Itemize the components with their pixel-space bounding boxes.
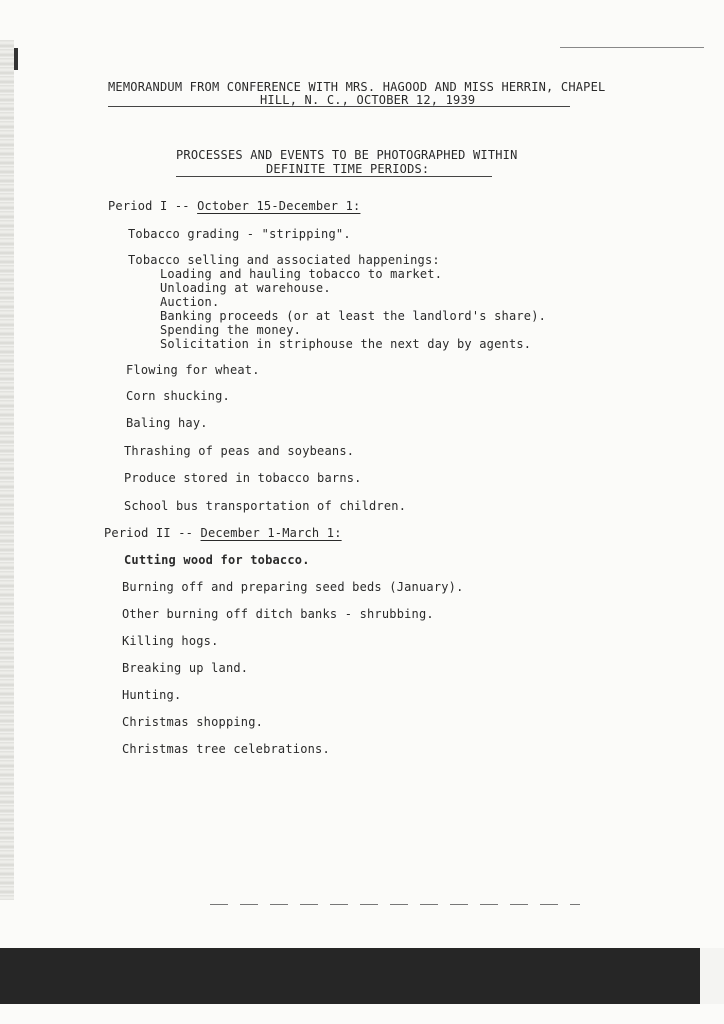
period1-subitem: Auction. — [160, 295, 220, 309]
period2-item: Cutting wood for tobacco. — [124, 553, 310, 567]
period2-item: Breaking up land. — [122, 661, 249, 675]
scan-bottom-edge — [700, 948, 724, 1004]
period2-item: Christmas tree celebrations. — [122, 742, 330, 756]
period2-item: Hunting. — [122, 688, 182, 702]
period2-item: Killing hogs. — [122, 634, 219, 648]
period1-subitem: Solicitation in striphouse the next day by agents. — [160, 337, 532, 351]
period1-item: Tobacco selling and associated happenings: — [128, 253, 440, 267]
period1-range: October 15-December 1: — [197, 199, 361, 213]
section-heading-rule — [176, 176, 492, 177]
period1-item: Corn shucking. — [126, 389, 230, 403]
memo-title-line1: MEMORANDUM FROM CONFERENCE WITH MRS. HAGOOD AND MISS HERRIN, CHAPEL — [108, 80, 606, 94]
period1-item: Baling hay. — [126, 416, 208, 430]
scan-mark — [14, 48, 18, 70]
section-heading-line2: DEFINITE TIME PERIODS: — [266, 162, 430, 176]
period2-item: Burning off and preparing seed beds (January). — [122, 580, 464, 594]
period2-label: Period II -- — [104, 526, 194, 540]
period1-item: Thrashing of peas and soybeans. — [124, 444, 355, 458]
period1-label: Period I -- — [108, 199, 190, 213]
period2-item: Christmas shopping. — [122, 715, 264, 729]
period1-subitem: Loading and hauling tobacco to market. — [160, 267, 443, 281]
period1-subitem: Spending the money. — [160, 323, 302, 337]
scan-bottom-bar — [0, 948, 700, 1004]
memo-title-line2: HILL, N. C., OCTOBER 12, 1939 — [260, 93, 476, 107]
period1-item: Flowing for wheat. — [126, 363, 260, 377]
period1-subitem: Unloading at warehouse. — [160, 281, 331, 295]
period1-item: Tobacco grading - "stripping". — [128, 227, 351, 241]
period2-range: December 1-March 1: — [200, 526, 342, 540]
section-heading-line1: PROCESSES AND EVENTS TO BE PHOTOGRAPHED WITHIN — [176, 148, 518, 162]
period1-item: Produce stored in tobacco barns. — [124, 471, 362, 485]
bottom-dashes — [210, 904, 580, 905]
period1-subitem: Banking proceeds (or at least the landlord's share). — [160, 309, 547, 323]
period2-heading — [104, 526, 342, 540]
scan-edge — [0, 40, 14, 900]
period1-item: School bus transportation of children. — [124, 499, 407, 513]
top-rule — [560, 47, 704, 48]
period1-heading — [108, 199, 360, 213]
period2-item: Other burning off ditch banks - shrubbing. — [122, 607, 434, 621]
